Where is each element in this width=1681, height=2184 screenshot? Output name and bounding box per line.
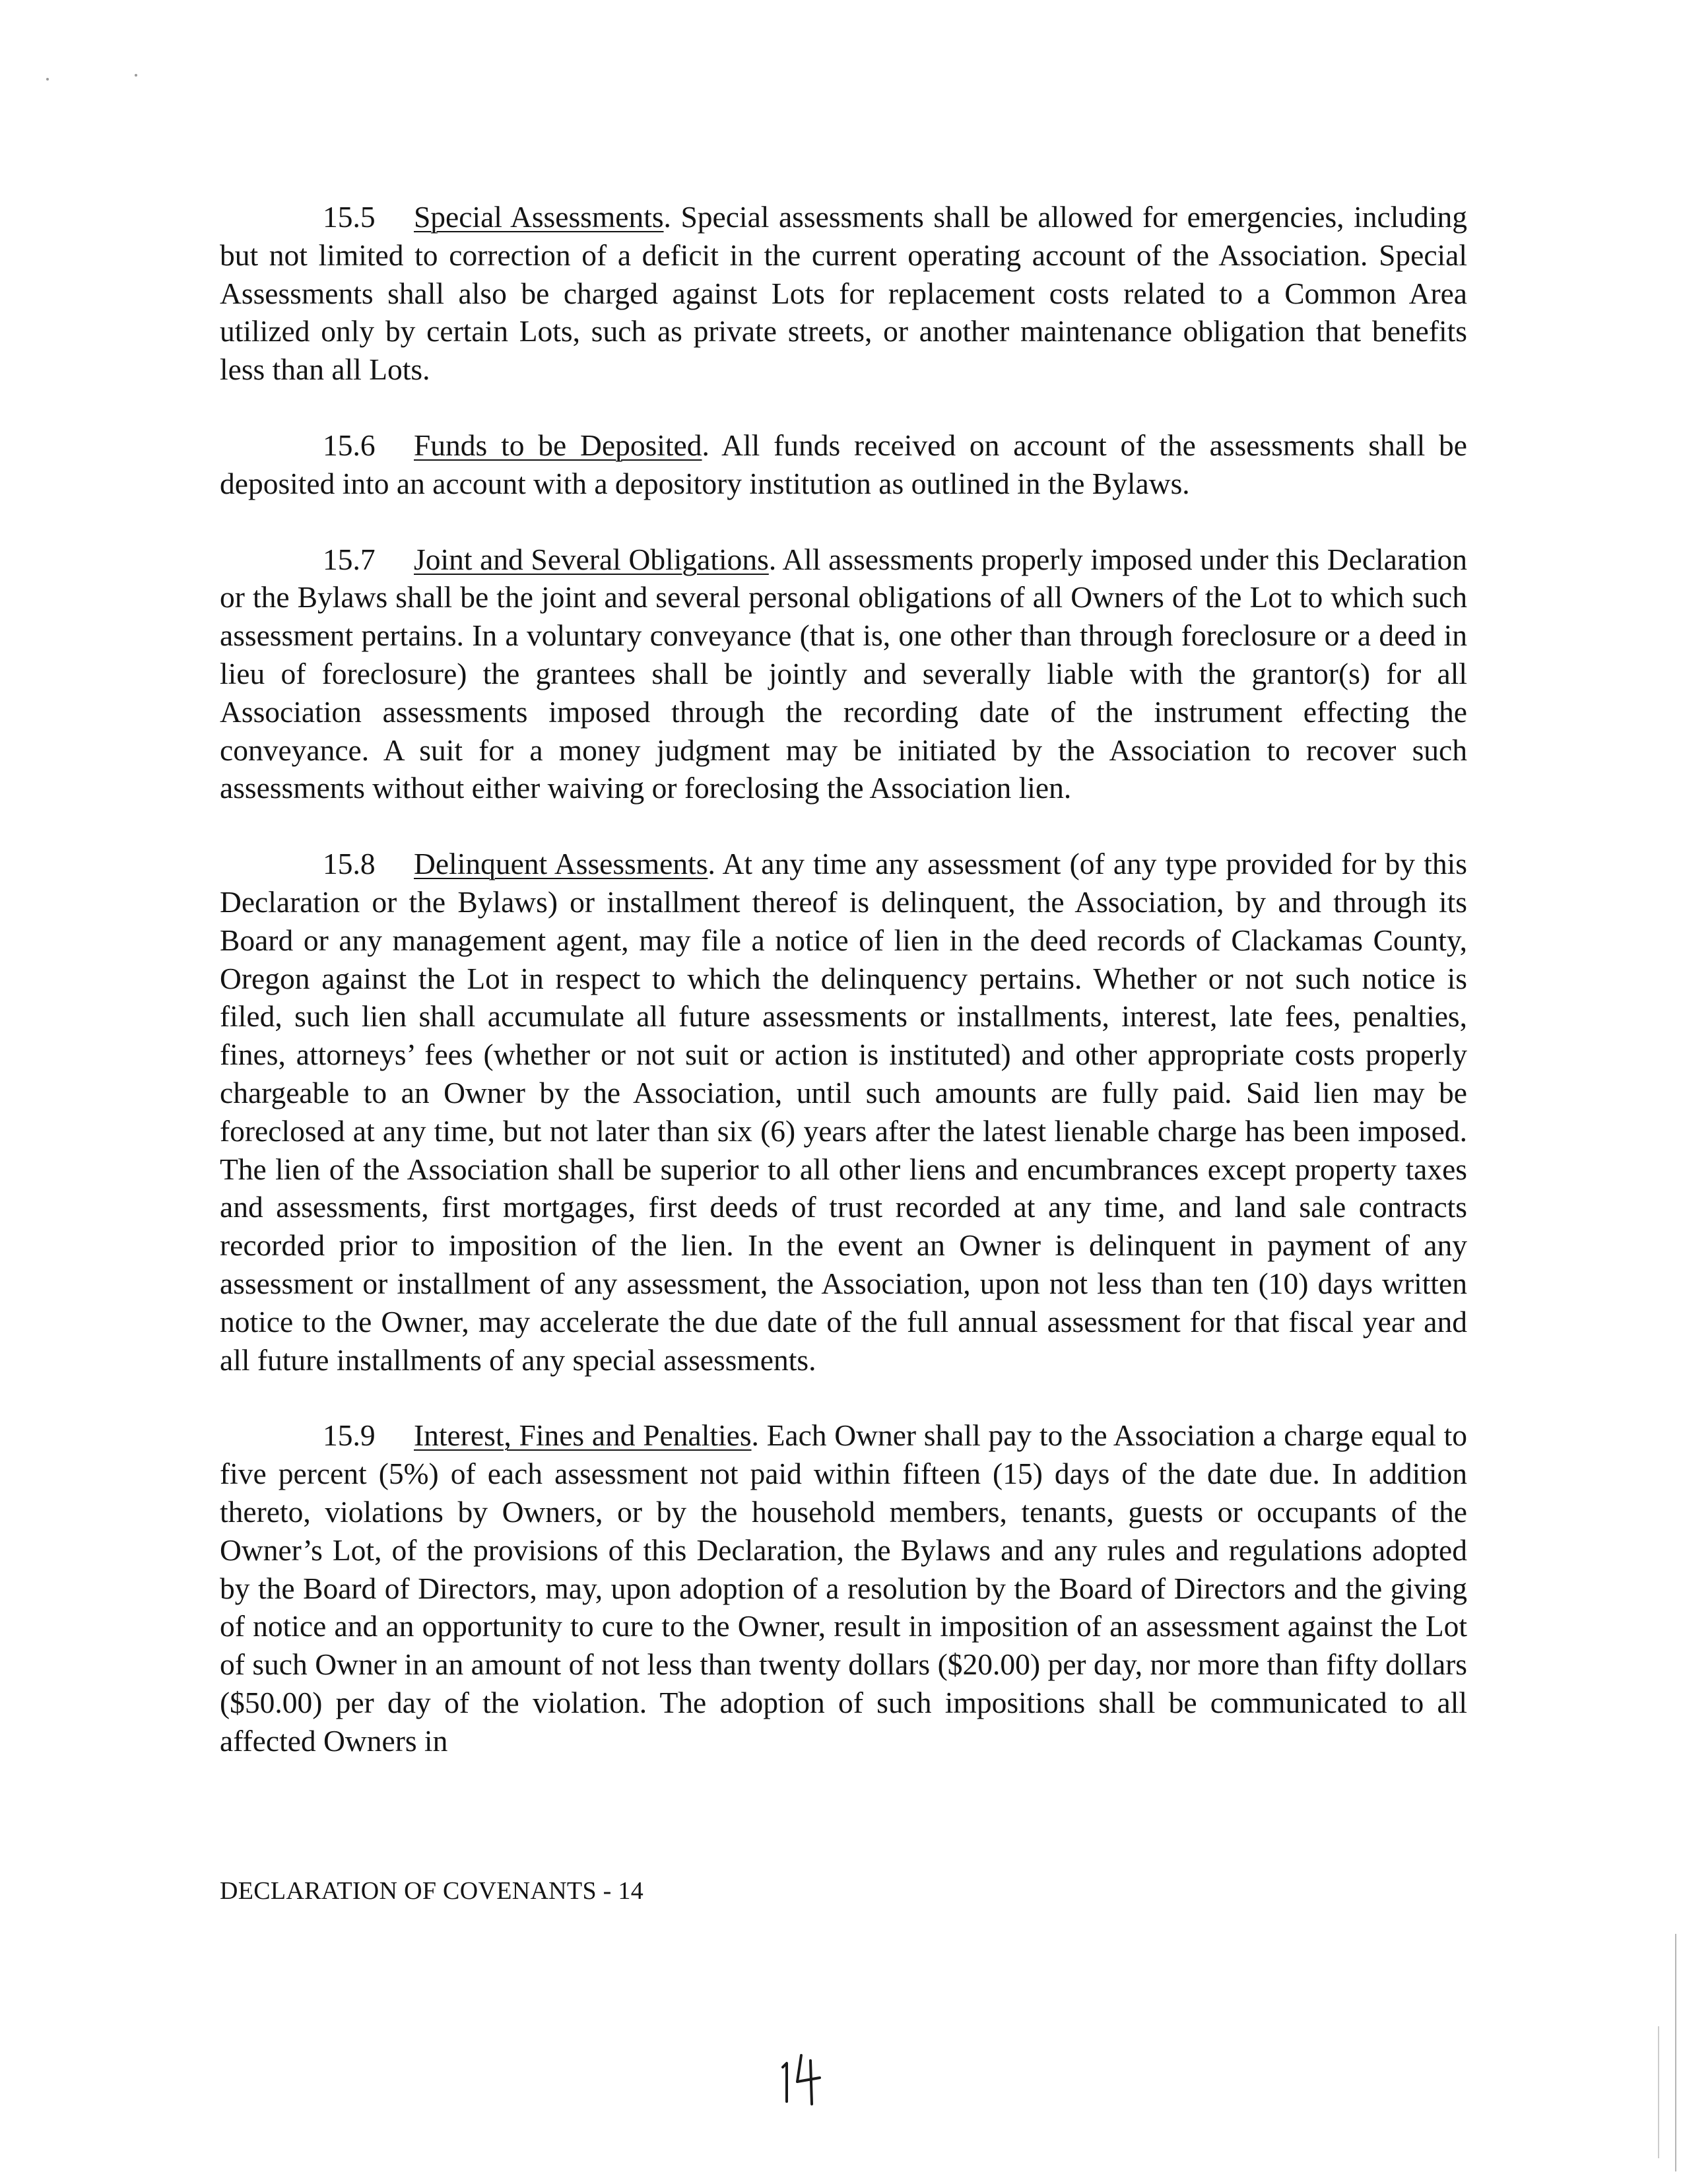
section-text: . Each Owner shall pay to the Association a charge equal to five percent (5%) of each assessment not paid within fifteen (15) days of the date due. In addition thereto, violations by Owners, or by the household members, tenants, guests or occupants of the Owner’s Lot, of the provisions of this Declaration, the Bylaws and any rules and regulations adopted by the Board of Directors, may, upon adoption of a resolution by the Board of Directors and the giving of notice and an opportunity to cure to the Owner, result in imposition of an assessment against the Lot of such Owner in an amount of not less than twenty dollars ($20.00) per day, nor more than fifty dollars ($50.00) per day of the violation. The adoption of such impositions shall be communicated to all affected Owners in (220, 1418, 1468, 1758)
handwritten-page-number (777, 2047, 830, 2107)
scan-dot (135, 74, 137, 77)
section-15-8 (220, 845, 1467, 1379)
section-number: 15.8 (323, 847, 376, 881)
section-15-5 (220, 198, 1467, 389)
section-heading: Funds to be Deposited (414, 428, 702, 462)
section-number: 15.6 (323, 428, 376, 462)
document-body (220, 198, 1467, 1760)
scan-dot (46, 78, 49, 81)
section-number: 15.7 (323, 542, 376, 576)
section-number: 15.9 (323, 1418, 376, 1453)
section-15-7 (220, 541, 1467, 808)
section-15-6 (220, 426, 1467, 503)
section-text: . All funds received on account of the assessments shall be deposited into an account with a depository institution as outlined in the Bylaws. (220, 428, 1468, 500)
section-heading: Special Assessments (414, 200, 664, 234)
section-heading: Joint and Several Obligations (414, 542, 769, 576)
scan-edge-line (1675, 1934, 1676, 2171)
section-heading: Delinquent Assessments (414, 847, 708, 881)
section-heading: Interest, Fines and Penalties (414, 1418, 752, 1453)
section-text: . Special assessments shall be allowed for emergencies, including but not limited to correction of a deficit in the current operating account of the Association. Special Assessments shall also be charged against Lots for replacement costs related to a Common Area utilized only by certain Lots, such as private streets, or another maintenance obligation that benefits less than all Lots. (220, 200, 1467, 387)
page-footer: DECLARATION OF COVENANTS - 14 (220, 1877, 644, 1905)
section-text: . All assessments properly imposed under this Declaration or the Bylaws shall be the joint and several personal obligations of all Owners of the Lot to which such assessment pertains. In a voluntary conveyance (that is, one other than through foreclosure or a deed in lieu of foreclosure) the grantees shall be jointly and severally liable with the grantor(s) for all Association assessments imposed through the recording date of the instrument effecting the conveyance. A suit for a money judgment may be initiated by the Association to recover such assessments without either waiving or foreclosing the Association lien. (220, 542, 1467, 805)
scan-edge-line (1658, 2026, 1659, 2158)
section-number: 15.5 (323, 200, 376, 234)
section-text: . At any time any assessment (of any type provided for by this Declaration or the Bylaws) or installment thereof is delinquent, the Association, by and through its Board or any management agent, may file a notice of lien in the deed records of Clackamas County, Oregon against the Lot in respect to which the delinquency pertains. Whether or not such notice is filed, such lien shall accumulate all future assessments or installments, interest, late fees, penalties, fines, attorneys’ fees (whether or not suit or action is instituted) and other appropriate costs properly chargeable to an Owner by the Association, until such amounts are fully paid. Said lien may be foreclosed at any time, but not later than six (6) years after the latest lienable charge has been imposed. The lien of the Association shall be superior to all other liens and encumbrances except property taxes and assessments, first mortgages, first deeds of trust recorded at any time, and land sale contracts recorded prior to imposition of the lien. In the event an Owner is delinquent in payment of any assessment or installment of any assessment, the Association, upon not less than ten (10) days written notice to the Owner, may accelerate the due date of the full annual assessment for that fiscal year and all future installments of any special assessments. (220, 847, 1467, 1377)
section-15-9 (220, 1416, 1467, 1760)
